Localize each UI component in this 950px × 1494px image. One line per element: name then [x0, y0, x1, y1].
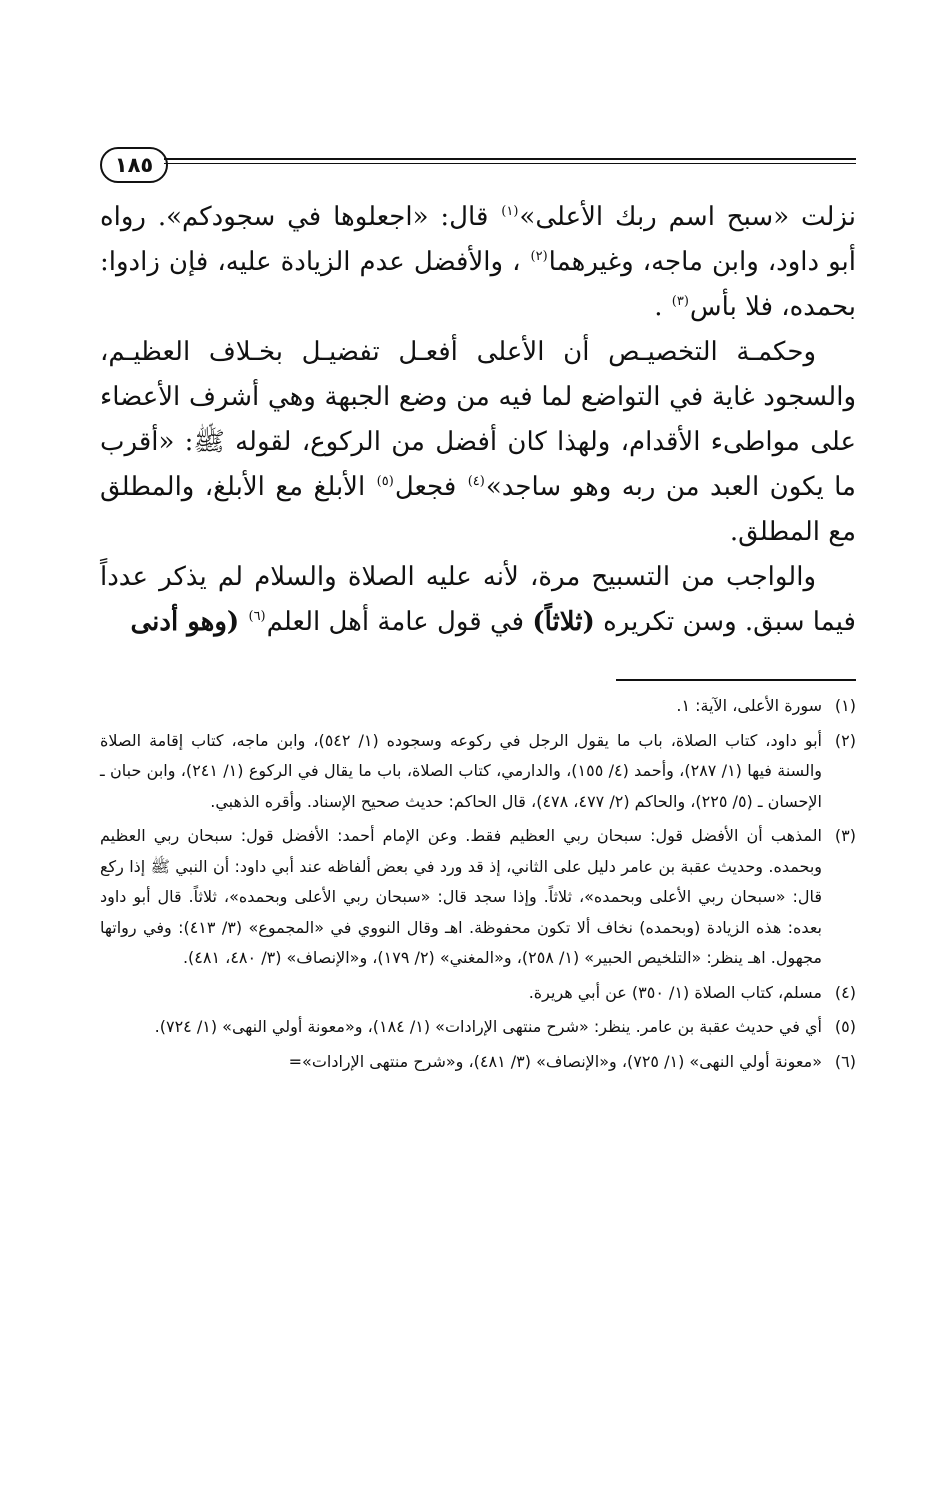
footnote-6 — [100, 1047, 856, 1078]
book-page — [100, 145, 856, 1081]
bold-term: (وهو أدنى — [130, 607, 240, 637]
page-header — [100, 145, 856, 187]
footnote-number: (٦) — [834, 1051, 856, 1071]
footnote-number: (٣) — [834, 826, 856, 845]
footnote-text: المذهب أن الأفضل قول: سبحان ربي العظيم فقط. وعن الإمام أحمد: الأفضل قول: سبحان ربي العظيم وبحمده. وحديث عقبة بن عامر دليل على الثاني، إذ قد ورد في بعض ألفاظه عند أبي داود: أن النبي ﷺ إذا ركع قال: «سبحان ربي الأعلى وبحمده»، ثلاثاً. وإذا سجد قال: «سبحان ربي الأعلى وبحمده»، ثلاثاً. قال أبو داود بعده: هذه الزيادة (وبحمده) نخاف ألا تكون محفوظة. اهـ وقال النووي في «المجموع» (٣/ ٤١٣): وفي رواتها مجهول. اهـ ينظر: «التلخيص الحبير» (١/ ٢٥٨)، و«المغني» (٢/ ١٧٩)، و«الإنصاف» (٣/ ٤٨٠، ٤٨١). — [100, 826, 822, 967]
text-run: نزلت «سبح اسم ربك الأعلى» — [519, 202, 857, 232]
footnote-ref-1[interactable]: (١) — [501, 204, 519, 219]
text-run: . — [654, 292, 671, 322]
text-run: قال: «اجعلوها في سجودكم». رواه أبو داود، وابن ماجه، وغيرهما — [100, 202, 856, 277]
footnote-text: أبو داود، كتاب الصلاة، باب ما يقول الرجل في ركوعه وسجوده (١/ ٥٤٢)، وابن ماجه، كتاب إقامة الصلاة والسنة فيها (١/ ٢٨٧)، وأحمد (٤/ ١٥٥)، والدارمي، كتاب الصلاة، باب ما يقال في الركوع (١/ ٢٤١)، وابن حبان ـ الإحسان ـ (٥/ ٢٢٥)، والحاكم (٢/ ٤٧٧، ٤٧٨)، قال الحاكم: حديث صحيح الإسناد. وأقره الذهبي. — [100, 730, 823, 811]
paragraph-2 — [100, 330, 856, 555]
paragraph-3 — [100, 555, 856, 645]
text-run: في قول عامة أهل العلم — [266, 607, 533, 637]
text-run: ، والأفضل عدم الزيادة عليه، فإن زادوا: بحمده، فلا بأس — [100, 247, 856, 322]
text-run: والواجب من التسبيح مرة، لأنه عليه الصلاة والسلام لم يذكر عدداً فيما سبق. وسن تكريره — [100, 562, 856, 637]
footnote-text: «معونة أولي النهى» (١/ ٧٢٥)، و«الإنصاف» (٣/ ٤٨١)، و«شرح منتهى الإرادات»= — [288, 1051, 822, 1071]
header-rule — [164, 158, 856, 164]
text-run: وحكمـة التخصيـص أن الأعلى أفعـل تفضيـل بخـلاف العظيـم، والسجود غاية في التواضع لما فيه من وضع الجبهة وهي أشرف الأعضاء على مواطىء الأقدام، ولهذا كان أفضل من الركوع، لقوله ﷺ: «أقرب ما يكون العبد من ربه وهو ساجد» — [100, 337, 856, 502]
footnote-5 — [100, 1012, 856, 1043]
footnote-2 — [100, 726, 856, 818]
footnote-number: (٥) — [834, 1017, 856, 1036]
footnote-4 — [100, 978, 856, 1009]
footnote-number: (٤) — [834, 982, 856, 1002]
footnote-number: (٢) — [834, 730, 856, 750]
footnote-1 — [100, 691, 856, 722]
main-text — [100, 195, 856, 645]
footnote-number: (١) — [834, 696, 856, 715]
bold-term: (ثلاثاً) — [532, 607, 595, 637]
footnote-text: أي في حديث عقبة بن عامر. ينظر: «شرح منتهى الإرادات» (١/ ١٨٤)، و«معونة أولي النهى» (١/ ٧٢٤). — [154, 1017, 822, 1036]
footnote-ref-4[interactable]: (٤) — [467, 474, 485, 489]
paragraph-1 — [100, 195, 856, 330]
text-run: الأبلغ مع الأبلغ، والمطلق مع المطلق. — [100, 472, 856, 547]
footnote-separator — [616, 679, 856, 681]
footnote-ref-2[interactable]: (٢) — [530, 249, 548, 264]
footnote-3 — [100, 821, 856, 974]
footnote-ref-3[interactable]: (٣) — [671, 294, 689, 309]
footnotes-section — [100, 691, 856, 1077]
footnote-ref-6[interactable]: (٦) — [248, 609, 266, 624]
footnote-ref-5[interactable]: (٥) — [376, 474, 394, 489]
footnote-text: سورة الأعلى، الآية: ١. — [676, 696, 822, 715]
footnote-text: مسلم، كتاب الصلاة (١/ ٣٥٠) عن أبي هريرة. — [528, 982, 822, 1002]
page-number-badge: ١٨٥ — [100, 147, 168, 183]
text-run: فجعل — [394, 472, 467, 502]
